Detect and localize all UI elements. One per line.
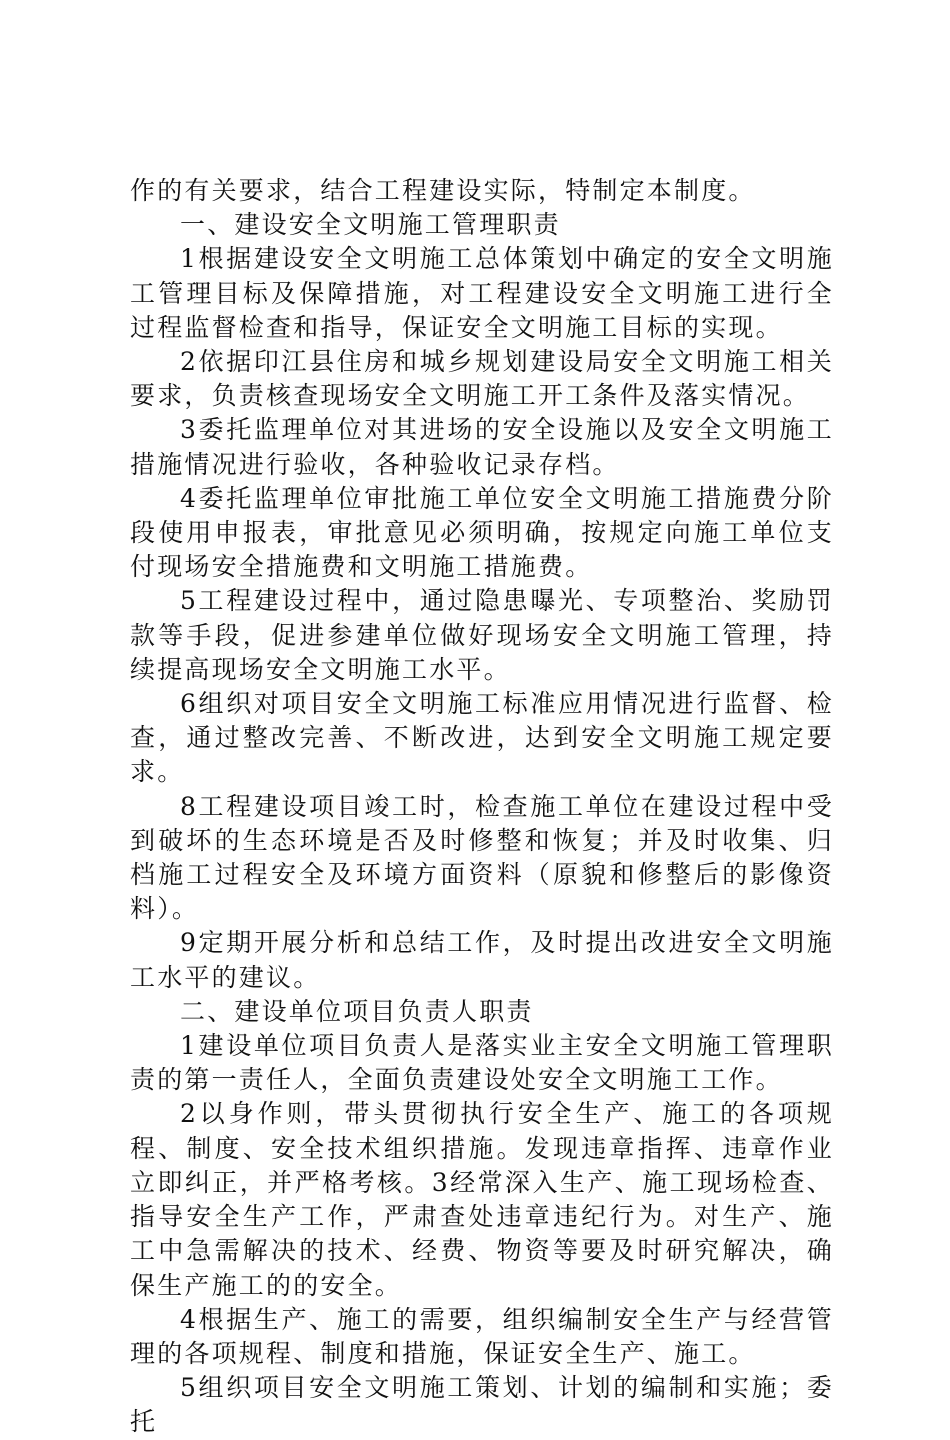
paragraph-item: 1建设单位项目负责人是落实业主安全文明施工管理职责的第一责任人，全面负责建设处安全文明施工工作。 [130, 1031, 834, 1095]
document-body [130, 174, 834, 1440]
paragraph-item: 3委托监理单位对其进场的安全设施以及安全文明施工措施情况进行验收，各种验收记录存档。 [130, 415, 834, 479]
paragraph-item: 9定期开展分析和总结工作，及时提出改进安全文明施工水平的建议。 [130, 928, 834, 992]
paragraph-intro-continuation: 作的有关要求，结合工程建设实际，特制定本制度。 [130, 176, 756, 205]
section-heading-1: 一、建设安全文明施工管理职责 [180, 210, 561, 240]
paragraph-item: 8工程建设项目竣工时，检查施工单位在建设过程中受到破坏的生态环境是否及时修整和恢复；并及时收集、归档施工过程安全及环境方面资料（原貌和修整后的影像资料）。 [130, 791, 834, 924]
paragraph-item: 5工程建设过程中，通过隐患曝光、专项整治、奖励罚款等手段，促进参建单位做好现场安全文明施工管理，持续提高现场安全文明施工水平。 [130, 586, 834, 684]
paragraph-item: 1根据建设安全文明施工总体策划中确定的安全文明施工管理目标及保障措施，对工程建设安全文明施工进行全过程监督检查和指导，保证安全文明施工目标的实现。 [130, 244, 834, 342]
paragraph-item: 6组织对项目安全文明施工标准应用情况进行监督、检查，通过整改完善、不断改进，达到安全文明施工规定要求。 [130, 689, 834, 787]
paragraph-item: 4根据生产、施工的需要，组织编制安全生产与经营管理的各项规程、制度和措施，保证安全生产、施工。 [130, 1304, 834, 1368]
paragraph-item: 5组织项目安全文明施工策划、计划的编制和实施；委托 [130, 1373, 834, 1437]
paragraph-item: 2依据印江县住房和城乡规划建设局安全文明施工相关要求，负责核查现场安全文明施工开工条件及落实情况。 [130, 347, 834, 411]
section-heading-2: 二、建设单位项目负责人职责 [180, 996, 534, 1026]
paragraph-item: 4委托监理单位审批施工单位安全文明施工措施费分阶段使用申报表，审批意见必须明确，按规定向施工单位支付现场安全措施费和文明施工措施费。 [130, 483, 834, 582]
paragraph-item: 2以身作则，带头贯彻执行安全生产、施工的各项规程、制度、安全技术组织措施。发现违章指挥、违章作业立即纠正，并严格考核。3经常深入生产、施工现场检查、指导安全生产工作，严肃查处违章违纪行为。对生产、施工中急需解决的技术、经费、物资等要及时研究解决，确保生产施工的的安全。 [130, 1099, 834, 1300]
